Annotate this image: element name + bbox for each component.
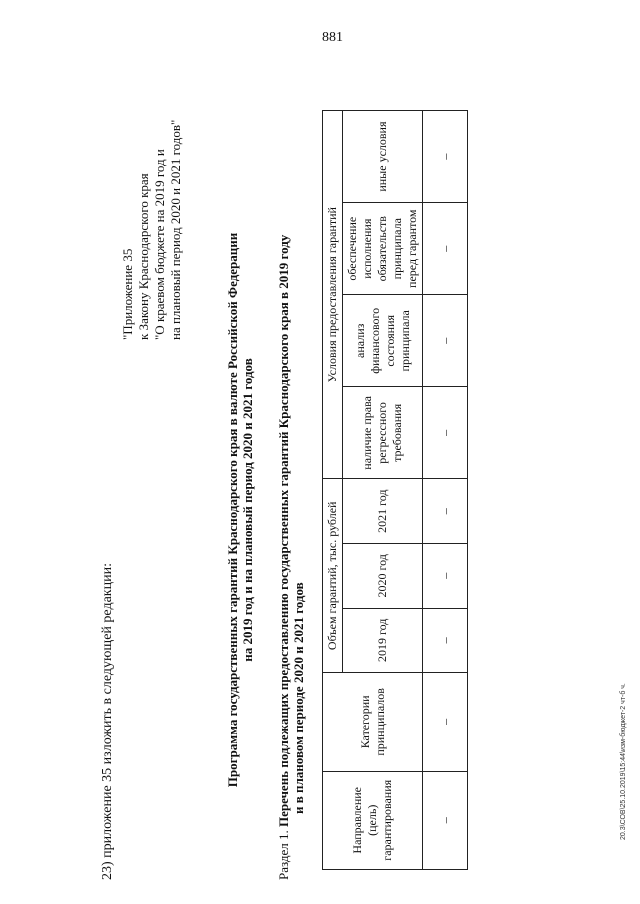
document-code-text: 20.3\СОВ\25.10.2019\15:44\изм-бюджет-2 чт-б ч. — [620, 683, 627, 840]
table-cell: – — [423, 387, 468, 479]
table-cell: – — [423, 673, 468, 771]
page-number: 881 — [322, 30, 343, 45]
section-heading — [276, 120, 306, 880]
header-direction: Направление (цель) гарантирования — [323, 771, 423, 869]
header-volume: Объем гарантий, тыс. рублей — [323, 479, 343, 673]
table-cell: – — [423, 544, 468, 609]
document-code — [620, 80, 628, 840]
table-cell: – — [423, 203, 468, 295]
table-cell: – — [423, 479, 468, 544]
table-cell: – — [423, 608, 468, 673]
program-title — [225, 210, 255, 810]
program-title-line-1: Программа государственных гарантий Краснодарского края в валюте Российской Федерации — [225, 232, 240, 788]
table-cell: – — [423, 295, 468, 387]
section-title-line-2: и в плановом периоде 2020 и 2021 годов — [291, 582, 306, 814]
appendix-line-3: "О краевом бюджете на 2019 год и — [152, 149, 167, 340]
appendix-line-1: "Приложение 35 — [120, 248, 135, 340]
header-year-2021: 2021 год — [343, 479, 423, 544]
header-categories: Категории принципалов — [323, 673, 423, 771]
header-condition-other: иные условия — [343, 111, 423, 203]
section-title-line-1: Перечень подлежащих предоставлению государственных гарантий Краснодарского края в 2019 году — [276, 234, 291, 827]
appendix-header — [120, 120, 184, 340]
intro-text: 23) приложение 35 изложить в следующей редакции: — [100, 563, 115, 880]
table-cell: – — [423, 111, 468, 203]
header-year-2019: 2019 год — [343, 608, 423, 673]
header-year-2020: 2020 год — [343, 544, 423, 609]
header-conditions: Условия предоставления гарантий — [323, 111, 343, 479]
table-row — [423, 111, 468, 870]
table-cell: – — [423, 771, 468, 869]
program-title-line-2: на 2019 год и на плановый период 2020 и 2021 годов — [240, 358, 255, 662]
header-condition-regress: наличие права регрессного требования — [343, 387, 423, 479]
guarantees-table — [322, 110, 468, 870]
header-condition-security: обеспечение исполнения обязательств принципала перед гарантом — [343, 203, 423, 295]
section-label: Раздел 1. — [276, 830, 291, 880]
header-condition-analysis: анализ финансового состояния принципала — [343, 295, 423, 387]
rotated-content — [100, 60, 520, 880]
appendix-line-2: к Закону Краснодарского края — [136, 173, 151, 340]
appendix-line-4: на плановый период 2020 и 2021 годов" — [168, 119, 183, 340]
